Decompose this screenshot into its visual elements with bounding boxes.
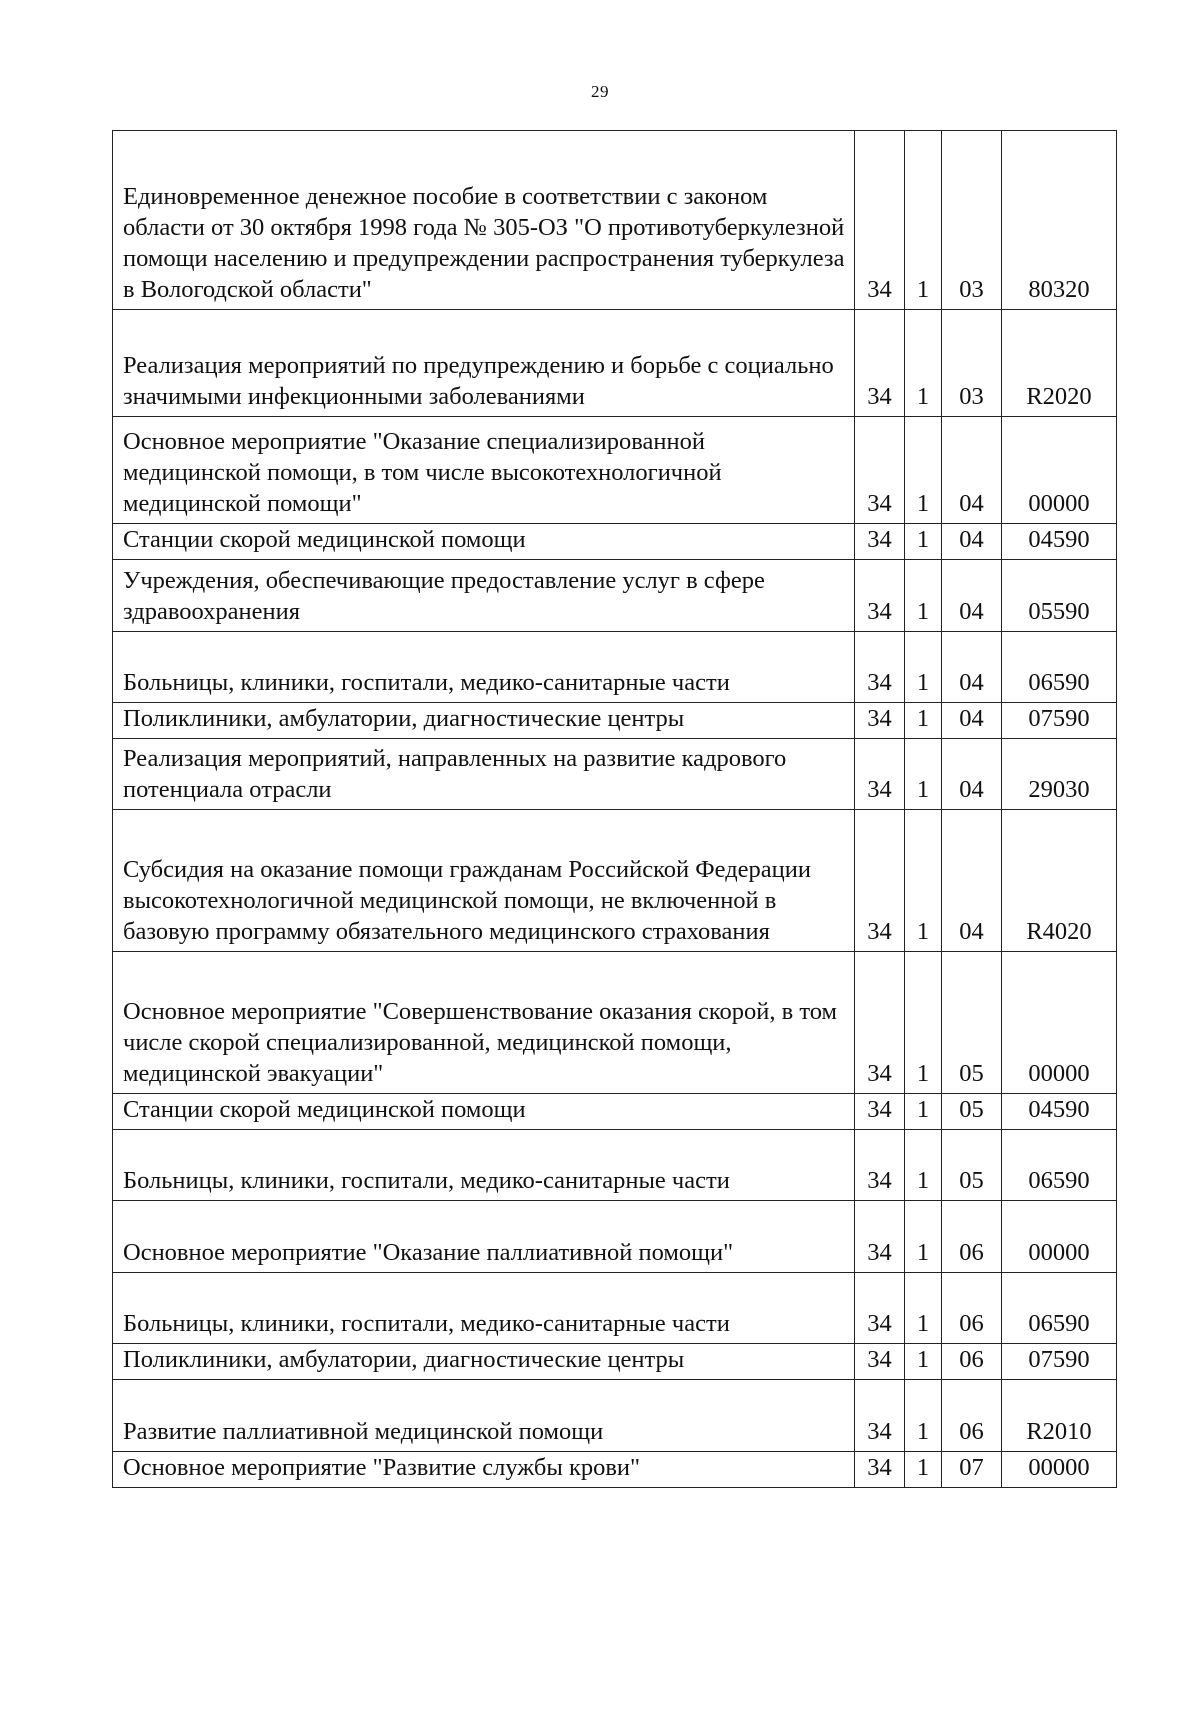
code-direction: 06590 [1002, 1273, 1117, 1344]
code-direction: 07590 [1002, 1344, 1117, 1380]
code-type: 1 [905, 131, 942, 310]
code-type: 1 [905, 1452, 942, 1488]
row-name: Станции скорой медицинской помощи [113, 524, 855, 560]
table-row [113, 131, 1117, 310]
table-row [113, 632, 1117, 703]
code-activity: 03 [942, 310, 1002, 417]
code-type: 1 [905, 1344, 942, 1380]
row-name: Основное мероприятие "Совершенствование оказания скорой, в том числе скорой специализированной, медицинской помощи, медицинской эвакуации" [113, 952, 855, 1094]
code-direction: 00000 [1002, 1452, 1117, 1488]
code-ministry: 34 [855, 310, 905, 417]
code-activity: 04 [942, 703, 1002, 739]
code-ministry: 34 [855, 739, 905, 810]
code-activity: 04 [942, 560, 1002, 632]
code-ministry: 34 [855, 1452, 905, 1488]
table-row [113, 1452, 1117, 1488]
code-direction: 00000 [1002, 417, 1117, 524]
code-type: 1 [905, 1201, 942, 1273]
code-type: 1 [905, 632, 942, 703]
code-type: 1 [905, 310, 942, 417]
table-row [113, 1201, 1117, 1273]
code-type: 1 [905, 703, 942, 739]
code-activity: 04 [942, 524, 1002, 560]
code-activity: 06 [942, 1344, 1002, 1380]
code-type: 1 [905, 560, 942, 632]
table-row [113, 524, 1117, 560]
code-type: 1 [905, 1380, 942, 1452]
code-type: 1 [905, 810, 942, 952]
code-ministry: 34 [855, 1130, 905, 1201]
code-direction: 05590 [1002, 560, 1117, 632]
row-name: Субсидия на оказание помощи гражданам Российской Федерации высокотехнологичной медицинской помощи, не включенной в базовую программу обязательного медицинского страхования [113, 810, 855, 952]
code-direction: 00000 [1002, 1201, 1117, 1273]
table-row [113, 739, 1117, 810]
code-activity: 04 [942, 739, 1002, 810]
code-ministry: 34 [855, 632, 905, 703]
code-direction: R2020 [1002, 310, 1117, 417]
code-type: 1 [905, 739, 942, 810]
code-direction: 04590 [1002, 524, 1117, 560]
code-type: 1 [905, 952, 942, 1094]
code-ministry: 34 [855, 1344, 905, 1380]
code-direction: 04590 [1002, 1094, 1117, 1130]
budget-code-table [112, 130, 1117, 1488]
row-name: Основное мероприятие "Развитие службы крови" [113, 1452, 855, 1488]
row-name: Реализация мероприятий, направленных на развитие кадрового потенциала отрасли [113, 739, 855, 810]
code-direction: 00000 [1002, 952, 1117, 1094]
code-type: 1 [905, 1130, 942, 1201]
code-activity: 06 [942, 1380, 1002, 1452]
code-ministry: 34 [855, 703, 905, 739]
code-activity: 07 [942, 1452, 1002, 1488]
row-name: Основное мероприятие "Оказание паллиативной помощи" [113, 1201, 855, 1273]
code-ministry: 34 [855, 1094, 905, 1130]
code-activity: 05 [942, 1094, 1002, 1130]
code-direction: 29030 [1002, 739, 1117, 810]
code-ministry: 34 [855, 560, 905, 632]
code-direction: R4020 [1002, 810, 1117, 952]
code-activity: 04 [942, 417, 1002, 524]
row-name: Поликлиники, амбулатории, диагностические центры [113, 703, 855, 739]
row-name: Реализация мероприятий по предупреждению и борьбе с социально значимыми инфекционными заболеваниями [113, 310, 855, 417]
table-row [113, 810, 1117, 952]
table-row [113, 952, 1117, 1094]
code-direction: 07590 [1002, 703, 1117, 739]
code-activity: 03 [942, 131, 1002, 310]
code-direction: R2010 [1002, 1380, 1117, 1452]
table-row [113, 703, 1117, 739]
row-name: Единовременное денежное пособие в соответствии с законом области от 30 октября 1998 года № 305-ОЗ "О противотуберкулезной помощи населению и предупреждении распространения туберкулеза в Вологодской области" [113, 131, 855, 310]
code-activity: 06 [942, 1273, 1002, 1344]
table-row [113, 310, 1117, 417]
code-type: 1 [905, 1094, 942, 1130]
table-row [113, 1344, 1117, 1380]
code-direction: 06590 [1002, 632, 1117, 703]
row-name: Больницы, клиники, госпитали, медико-санитарные части [113, 632, 855, 703]
row-name: Поликлиники, амбулатории, диагностические центры [113, 1344, 855, 1380]
code-activity: 06 [942, 1201, 1002, 1273]
table-row [113, 560, 1117, 632]
code-activity: 04 [942, 632, 1002, 703]
code-activity: 05 [942, 952, 1002, 1094]
code-activity: 05 [942, 1130, 1002, 1201]
row-name: Станции скорой медицинской помощи [113, 1094, 855, 1130]
table-row [113, 1094, 1117, 1130]
code-direction: 06590 [1002, 1130, 1117, 1201]
row-name: Учреждения, обеспечивающие предоставление услуг в сфере здравоохранения [113, 560, 855, 632]
code-ministry: 34 [855, 417, 905, 524]
table-body [113, 131, 1117, 1488]
code-ministry: 34 [855, 1273, 905, 1344]
code-direction: 80320 [1002, 131, 1117, 310]
code-ministry: 34 [855, 810, 905, 952]
page-number: 29 [591, 82, 609, 101]
table-row [113, 1273, 1117, 1344]
code-ministry: 34 [855, 952, 905, 1094]
code-ministry: 34 [855, 1380, 905, 1452]
row-name: Развитие паллиативной медицинской помощи [113, 1380, 855, 1452]
code-activity: 04 [942, 810, 1002, 952]
code-ministry: 34 [855, 131, 905, 310]
table-row [113, 1380, 1117, 1452]
table-row [113, 1130, 1117, 1201]
row-name: Основное мероприятие "Оказание специализированной медицинской помощи, в том числе высокотехнологичной медицинской помощи" [113, 417, 855, 524]
row-name: Больницы, клиники, госпитали, медико-санитарные части [113, 1130, 855, 1201]
code-type: 1 [905, 524, 942, 560]
code-ministry: 34 [855, 524, 905, 560]
code-type: 1 [905, 1273, 942, 1344]
code-type: 1 [905, 417, 942, 524]
table-row [113, 417, 1117, 524]
code-ministry: 34 [855, 1201, 905, 1273]
row-name: Больницы, клиники, госпитали, медико-санитарные части [113, 1273, 855, 1344]
